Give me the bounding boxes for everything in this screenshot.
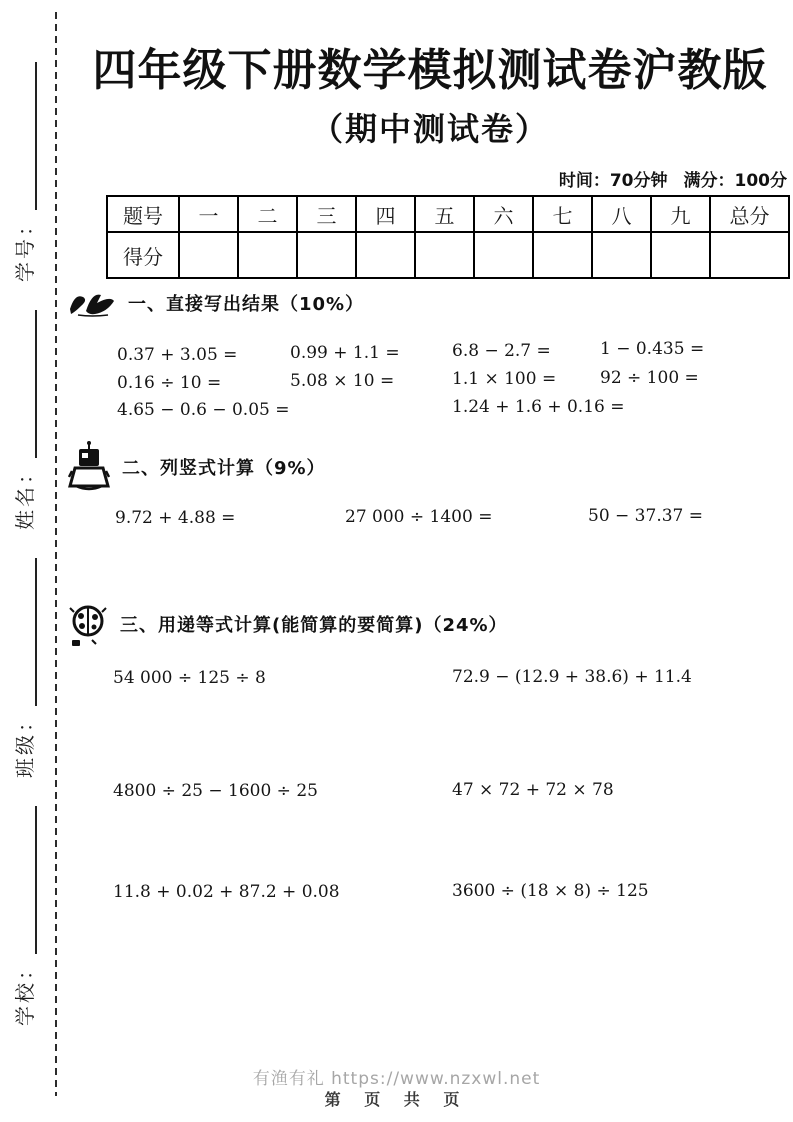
student-id-fill-line xyxy=(13,62,37,210)
score-value-cell xyxy=(592,232,651,278)
class-fill-line xyxy=(13,558,37,706)
score-header-cell: 二 xyxy=(238,196,297,232)
class-field xyxy=(13,558,37,778)
section-3-title: 三、用递等式计算(能简算的要简算)（24%） xyxy=(120,615,508,636)
student-id-field-label: 学号： xyxy=(13,213,37,282)
score-header-cell: 总分 xyxy=(710,196,789,232)
math-problem: 0.37 + 3.05 = xyxy=(117,345,238,365)
math-problem: 6.8 − 2.7 = xyxy=(452,341,551,361)
school-fill-line xyxy=(13,806,37,954)
school-field xyxy=(13,806,37,1026)
score-value-cell xyxy=(710,232,789,278)
score-table-header-row xyxy=(107,196,789,232)
math-problem: 1 − 0.435 = xyxy=(600,339,705,359)
score-header-cell: 九 xyxy=(651,196,710,232)
score-value-cell xyxy=(297,232,356,278)
score-row-label-cell: 得分 xyxy=(107,232,179,278)
score-value-cell xyxy=(356,232,415,278)
math-problem: 27 000 ÷ 1400 = xyxy=(345,507,493,527)
score-header-cell: 三 xyxy=(297,196,356,232)
score-value-cell xyxy=(474,232,533,278)
page-subtitle: （期中测试卷） xyxy=(310,110,549,148)
section-2-title: 二、列竖式计算（9%） xyxy=(122,458,326,479)
score-value-cell xyxy=(179,232,238,278)
score-table xyxy=(106,195,790,279)
score-value-cell xyxy=(415,232,474,278)
section-1-heading xyxy=(68,288,364,318)
math-problem: 50 − 37.37 = xyxy=(588,506,703,526)
page-number-line: 第 页 共 页 xyxy=(324,1090,469,1109)
cartoon-robot-icon xyxy=(68,441,110,493)
section-2-heading xyxy=(68,441,326,493)
math-problem: 1.24 + 1.6 + 0.16 = xyxy=(452,397,625,417)
student-id-field xyxy=(13,62,37,282)
score-header-cell: 五 xyxy=(415,196,474,232)
section-1-title: 一、直接写出结果（10%） xyxy=(128,294,365,315)
name-fill-line xyxy=(13,310,37,458)
math-problem: 1.1 × 100 = xyxy=(452,369,557,389)
math-problem: 92 ÷ 100 = xyxy=(600,368,699,388)
score-header-cell: 题号 xyxy=(107,196,179,232)
math-problem: 9.72 + 4.88 = xyxy=(115,508,236,528)
section-3-heading xyxy=(68,600,508,648)
page-title: 四年级下册数学模拟测试卷沪教版 xyxy=(92,45,768,96)
score-header-cell: 一 xyxy=(179,196,238,232)
exam-meta xyxy=(559,166,787,191)
watermark-text: 有渔有礼 https://www.nzxwl.net xyxy=(252,1069,541,1089)
name-field xyxy=(13,310,37,530)
score-header-cell: 八 xyxy=(592,196,651,232)
score-header-cell: 六 xyxy=(474,196,533,232)
math-problem: 72.9 − (12.9 + 38.6) + 11.4 xyxy=(452,667,692,687)
score-header-cell: 七 xyxy=(533,196,592,232)
math-problem: 0.16 ÷ 10 = xyxy=(117,373,222,393)
student-info-margin xyxy=(7,64,37,1106)
math-problem: 3600 ÷ (18 × 8) ÷ 125 xyxy=(452,881,649,901)
ink-sketch-icon xyxy=(68,288,116,318)
math-problem: 5.08 × 10 = xyxy=(290,371,395,391)
math-problem: 4.65 − 0.6 − 0.05 = xyxy=(117,400,290,420)
math-problem: 0.99 + 1.1 = xyxy=(290,343,400,363)
school-field-label: 学校： xyxy=(13,957,37,1026)
ladybug-icon xyxy=(68,600,108,648)
math-problem: 54 000 ÷ 125 ÷ 8 xyxy=(113,668,266,688)
score-table-value-row xyxy=(107,232,789,278)
score-value-cell xyxy=(533,232,592,278)
exam-time: 时间：70分钟 xyxy=(558,171,668,191)
class-field-label: 班级： xyxy=(13,709,37,778)
exam-full-score: 满分：100分 xyxy=(683,171,787,191)
score-value-cell xyxy=(238,232,297,278)
math-problem: 4800 ÷ 25 − 1600 ÷ 25 xyxy=(113,781,318,801)
score-header-cell: 四 xyxy=(356,196,415,232)
seal-dashed-line xyxy=(55,12,57,1096)
score-value-cell xyxy=(651,232,710,278)
math-problem: 11.8 + 0.02 + 87.2 + 0.08 xyxy=(113,882,340,902)
math-problem: 47 × 72 + 72 × 78 xyxy=(452,780,614,800)
name-field-label: 姓名： xyxy=(13,461,37,530)
